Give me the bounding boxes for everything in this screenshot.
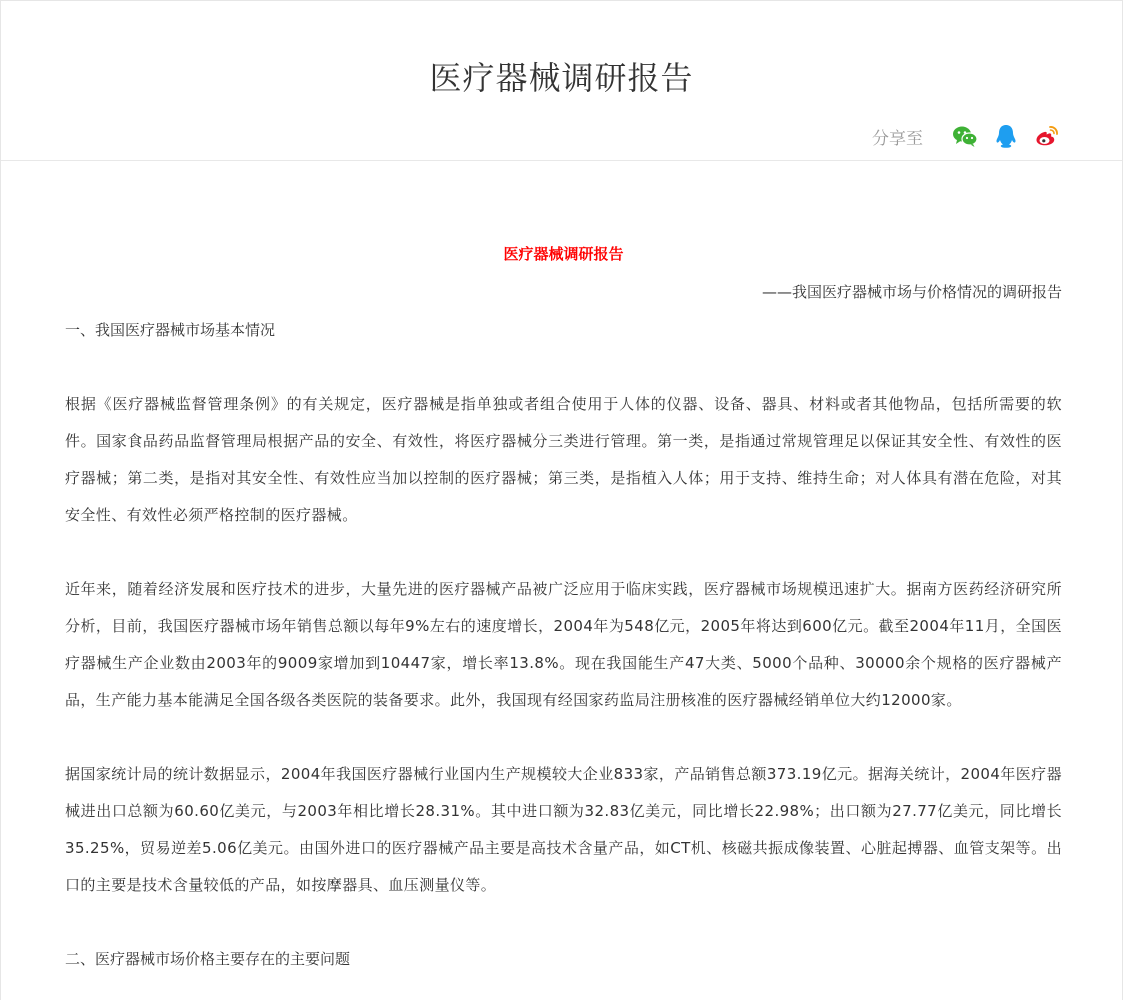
share-label: 分享至: [872, 128, 923, 149]
header: [1, 1, 1122, 161]
paragraph: 据国家统计局的统计数据显示，2004年我国医疗器械行业国内生产规模较大企业833家，产品销售总额373.19亿元。据海关统计，2004年医疗器械进出口总额为60.60亿美元，与2003年相比增长28.31%。其中进口额为32.83亿美元，同比增长22.98%；出口额为27.77亿美元，同比增长35.25%，贸易逆差5.06亿美元。由国外进口的医疗器械产品主要是高技术含量产品，如CT机、核磁共振成像装置、心脏起搏器、血管支架等。出口的主要是技术含量较低的产品，如按摩器具、血压测量仪等。: [65, 765, 1062, 894]
section-heading: 二、医疗器械市场价格主要存在的主要问题: [65, 950, 351, 968]
share-bar: [872, 123, 1060, 149]
weibo-icon[interactable]: [1034, 123, 1060, 149]
article-body: [65, 236, 1062, 978]
page-title: 医疗器械调研报告: [429, 59, 694, 97]
document-title: 医疗器械调研报告: [503, 245, 624, 263]
paragraph: 近年来，随着经济发展和医疗技术的进步，大量先进的医疗器械产品被广泛应用于临床实践，医疗器械市场规模迅速扩大。据南方医药经济研究所分析，目前，我国医疗器械市场年销售总额以每年9%左右的速度增长，2004年为548亿元，2005年将达到600亿元。截至2004年11月，全国医疗器械生产企业数由2003年的9009家增加到10447家，增长率13.8%。现在我国能生产47大类、5000个品种、30000余个规格的医疗器械产品，生产能力基本能满足全国各级各类医院的装备要求。此外，我国现有经国家药监局注册核准的医疗器械经销单位大约12000家。: [65, 580, 1062, 709]
qq-icon[interactable]: [993, 123, 1019, 149]
wechat-icon[interactable]: [952, 123, 978, 149]
document-subtitle: ——我国医疗器械市场与价格情况的调研报告: [761, 283, 1062, 301]
paragraph: 根据《医疗器械监督管理条例》的有关规定，医疗器械是指单独或者组合使用于人体的仪器、设备、器具、材料或者其他物品，包括所需要的软件。国家食品药品监督管理局根据产品的安全、有效性，将医疗器械分三类进行管理。第一类，是指通过常规管理足以保证其安全性、有效性的医疗器械；第二类，是指对其安全性、有效性应当加以控制的医疗器械；第三类，是指植入人体；用于支持、维持生命；对人体具有潜在危险，对其安全性、有效性必须严格控制的医疗器械。: [65, 395, 1062, 524]
section-heading: 一、我国医疗器械市场基本情况: [65, 321, 276, 339]
